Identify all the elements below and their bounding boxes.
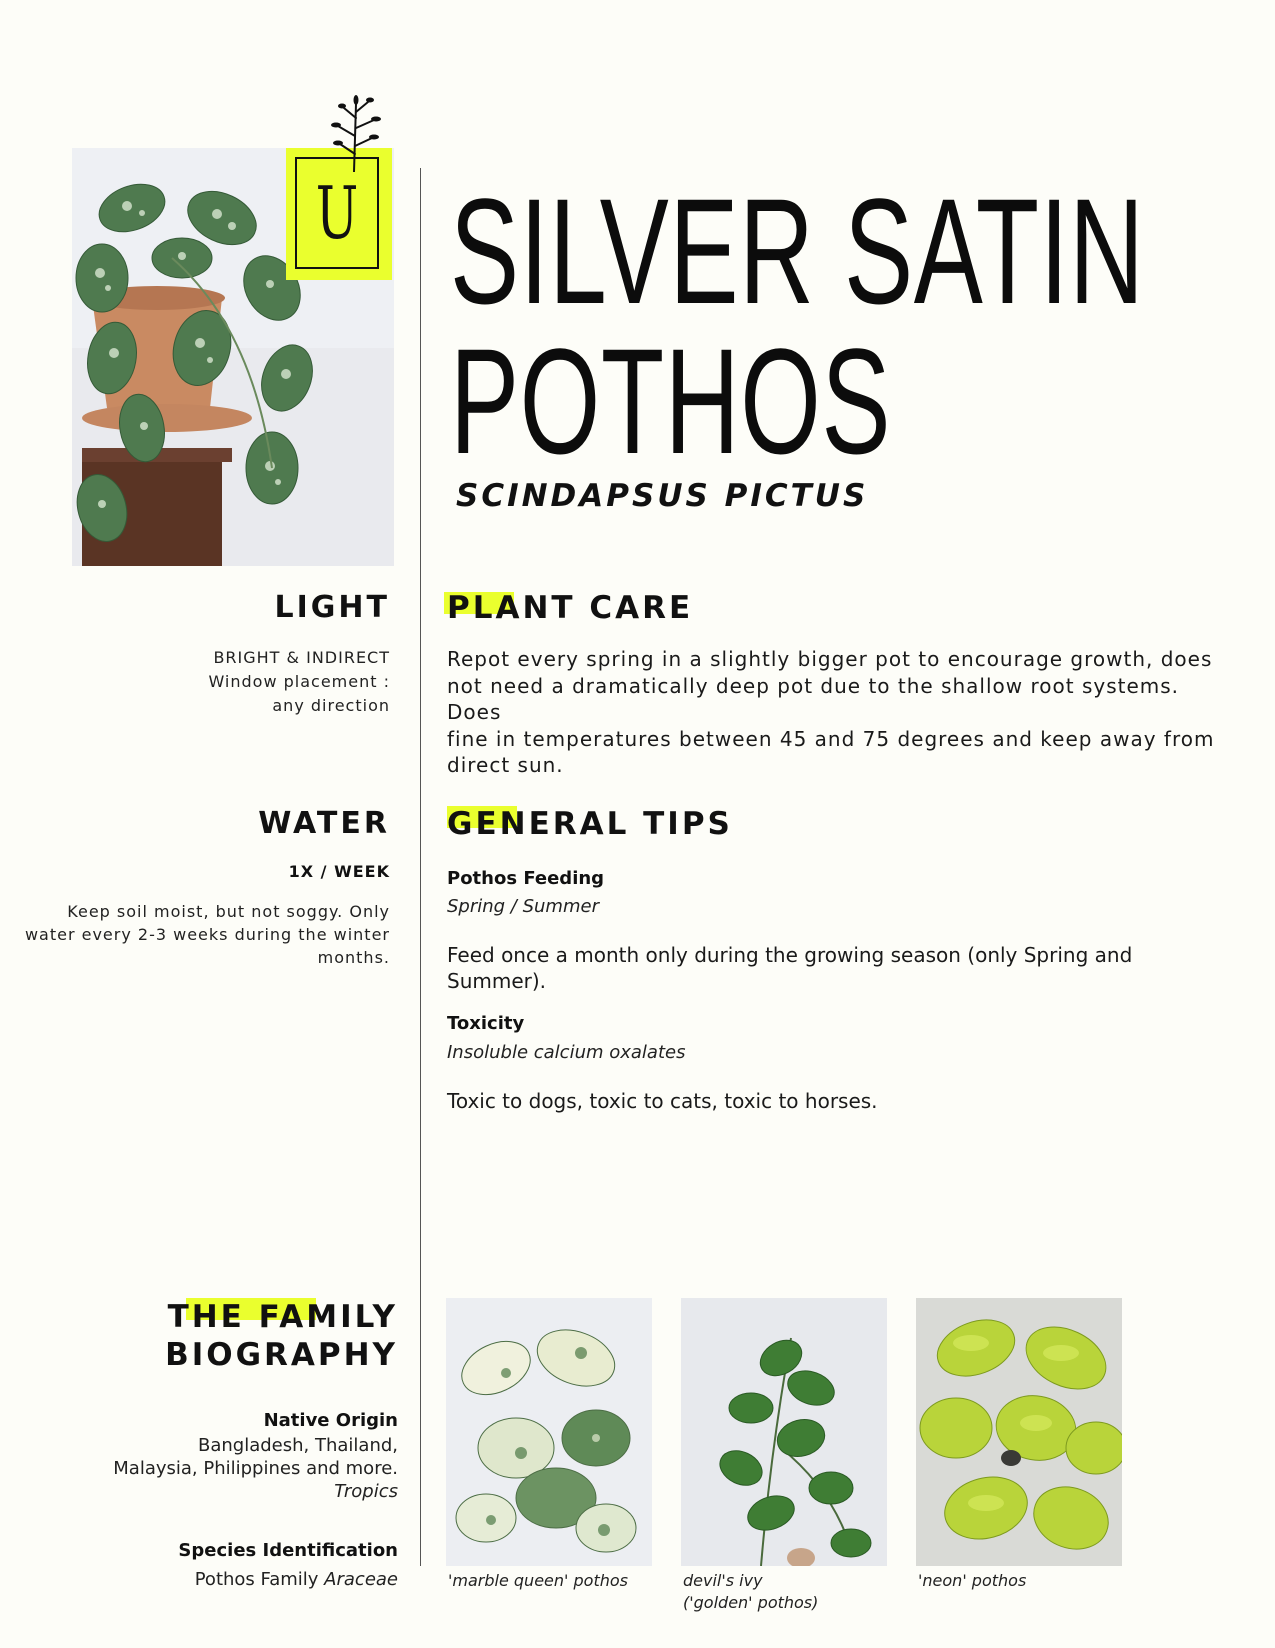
devils-ivy-photo xyxy=(681,1298,887,1566)
light-details xyxy=(120,646,390,718)
species-details xyxy=(60,1568,398,1591)
origin-label: Native Origin xyxy=(263,1410,398,1431)
page-title xyxy=(450,167,1145,485)
water-details xyxy=(20,900,390,969)
species-prefix: Pothos Family xyxy=(194,1569,325,1590)
logo-frame xyxy=(295,157,379,269)
light-heading: LIGHT xyxy=(274,590,390,625)
origin-line-1: Bangladesh, Thailand, xyxy=(198,1435,398,1456)
caption-devils-ivy xyxy=(683,1570,818,1614)
vertical-divider xyxy=(420,168,421,1566)
logo-letter: U xyxy=(315,171,359,255)
water-line-1: Keep soil moist, but not soggy. Only xyxy=(67,902,390,921)
family-heading xyxy=(60,1298,398,1374)
light-line-1: BRIGHT & INDIRECT xyxy=(213,648,390,667)
light-line-2: Window placement : xyxy=(208,672,390,691)
toxicity-title: Toxicity xyxy=(447,1013,525,1034)
feeding-body xyxy=(447,942,1237,994)
family-heading-line-2: BIOGRAPHY xyxy=(165,1337,398,1373)
title-line-1: SILVER SATIN xyxy=(450,167,1145,335)
marble-queen-photo xyxy=(446,1298,652,1566)
origin-line-2: Malaysia, Philippines and more. xyxy=(113,1458,398,1479)
toxicity-subtitle: Insoluble calcium oxalates xyxy=(447,1042,686,1063)
light-line-3: any direction xyxy=(272,696,390,715)
title-line-2: POTHOS xyxy=(450,317,892,485)
general-tips-heading: GENERAL TIPS xyxy=(447,806,733,842)
water-heading: WATER xyxy=(258,806,390,841)
plant-care-line-3: fine in temperatures between 45 and 75 degrees and keep away from xyxy=(447,726,1215,751)
water-line-3: months. xyxy=(317,948,390,967)
species-label: Species Identification xyxy=(178,1540,398,1561)
water-line-2: water every 2-3 weeks during the winter xyxy=(24,925,390,944)
plant-care-line-4: direct sun. xyxy=(447,753,564,777)
origin-region: Tropics xyxy=(334,1481,398,1502)
feeding-line-2: Summer). xyxy=(447,969,547,993)
plant-care-heading: PLANT CARE xyxy=(447,590,694,626)
species-family: Araceae xyxy=(324,1569,398,1590)
water-frequency: 1X / WEEK xyxy=(288,862,390,881)
toxicity-body: Toxic to dogs, toxic to cats, toxic to horses. xyxy=(447,1089,878,1113)
family-heading-line-1: THE FAMILY xyxy=(167,1299,398,1335)
plant-care-body xyxy=(447,646,1237,779)
plant-care-line-2: not need a dramatically deep pot due to the shallow root systems. Does xyxy=(447,673,1180,724)
caption-devils-ivy-line-2: ('golden' pothos) xyxy=(683,1593,819,1612)
sprig-icon xyxy=(326,94,388,172)
caption-devils-ivy-line-1: devil's ivy xyxy=(683,1571,763,1590)
neon-pothos-photo xyxy=(916,1298,1122,1566)
origin-details xyxy=(60,1434,398,1503)
feeding-line-1: Feed once a month only during the growing season (only Spring and xyxy=(447,943,1133,967)
plant-care-line-1: Repot every spring in a slightly bigger pot to encourage growth, does xyxy=(447,647,1213,671)
feeding-season: Spring / Summer xyxy=(447,896,599,917)
caption-neon: 'neon' pothos xyxy=(918,1571,1027,1590)
caption-marble-queen: 'marble queen' pothos xyxy=(448,1571,628,1590)
scientific-name: SCINDAPSUS PICTUS xyxy=(456,478,869,514)
feeding-title: Pothos Feeding xyxy=(447,868,605,889)
